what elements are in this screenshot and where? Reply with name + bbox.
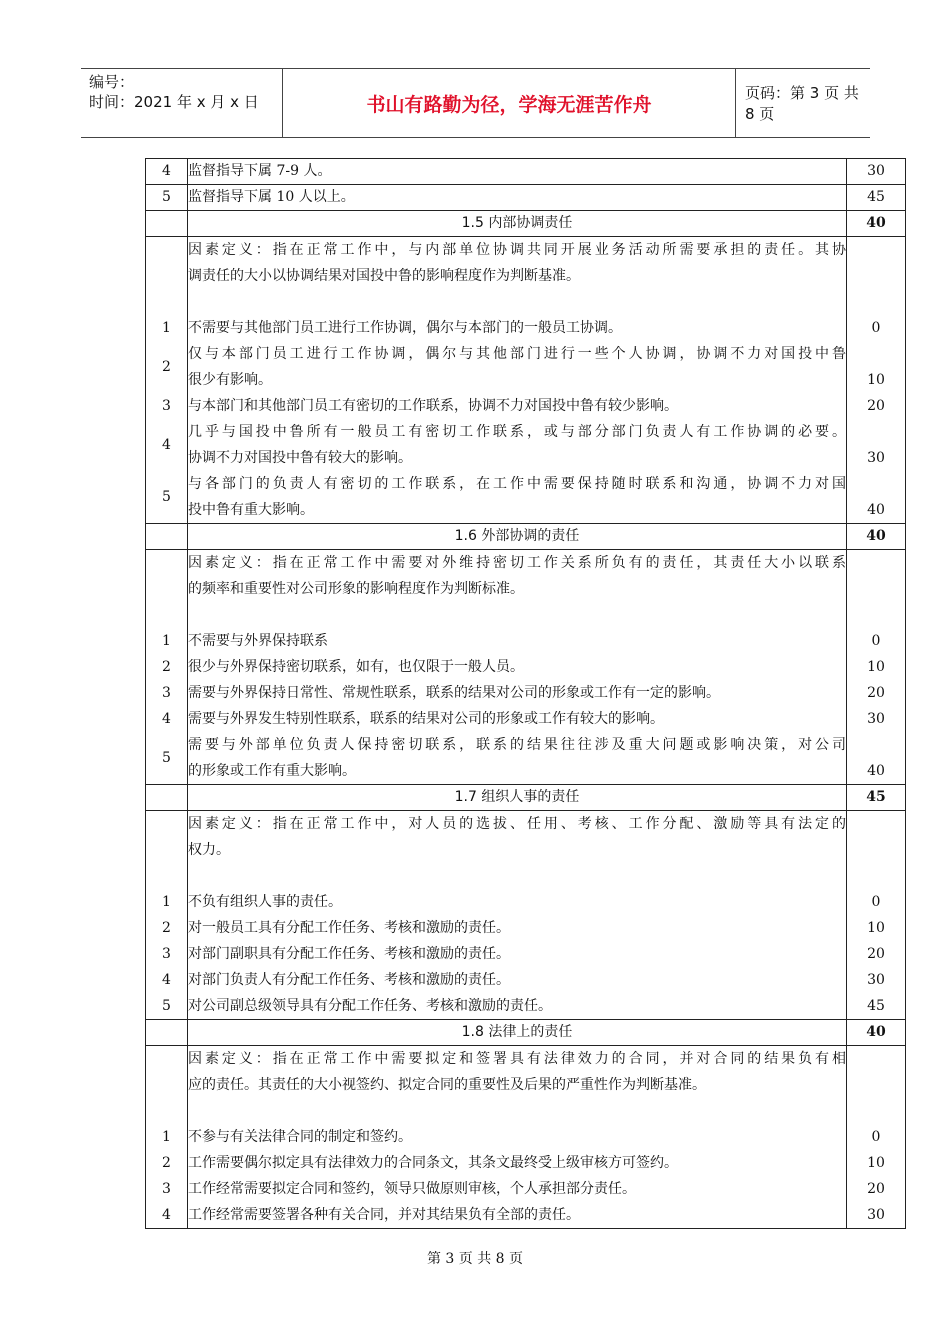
header-page-label: 页码：第 3 页 共 8 页 [745, 84, 859, 123]
level-description: 很少有影响。 [188, 372, 272, 388]
spacer [847, 550, 905, 576]
level-score: 45 [867, 998, 885, 1014]
level-number: 2 [162, 359, 171, 375]
level-number: 5 [162, 489, 171, 505]
level-score: 10 [867, 1155, 885, 1171]
code-label: 编号： [89, 73, 135, 91]
level-number: 5 [146, 185, 188, 211]
level-score: 10 [867, 372, 885, 388]
level-description: 监督指导下属 7-9 人。 [188, 159, 847, 185]
level-number-column [146, 1046, 188, 1229]
level-number: 2 [162, 920, 171, 936]
spacer [146, 602, 187, 628]
table-row [146, 159, 906, 185]
level-description: 不负有组织人事的责任。 [188, 894, 342, 910]
date-label: 时间：2021 年 x 月 x 日 [89, 93, 259, 111]
spacer [847, 1072, 905, 1098]
level-number: 4 [162, 437, 171, 453]
level-description: 对部门副职具有分配工作任务、考核和激励的责任。 [188, 946, 510, 962]
level-number: 2 [162, 1155, 171, 1171]
level-score: 10 [867, 659, 885, 675]
section-empty-cell [146, 785, 188, 811]
level-score: 20 [867, 685, 885, 701]
section-max-score: 40 [847, 524, 906, 550]
section-header-row [146, 1020, 906, 1046]
spacer [847, 289, 905, 315]
section-title: 1.7 组织人事的责任 [188, 785, 847, 811]
level-number: 4 [162, 1207, 171, 1223]
spacer [188, 863, 846, 889]
spacer [847, 863, 905, 889]
spacer [847, 732, 905, 758]
spacer [146, 1046, 187, 1072]
level-description: 对一般员工具有分配工作任务、考核和激励的责任。 [188, 920, 510, 936]
level-number: 3 [162, 398, 171, 414]
level-text-column [188, 811, 847, 1020]
section-header-row [146, 524, 906, 550]
level-number: 1 [162, 894, 171, 910]
header-motto: 书山有路勤为径，学海无涯苦作舟 [282, 69, 736, 137]
factor-definition-line: 的频率和重要性对公司形象的影响程度作为判断标准。 [188, 581, 524, 597]
level-score: 0 [871, 894, 881, 910]
level-description: 投中鲁有重大影响。 [188, 502, 314, 518]
level-score: 30 [847, 159, 906, 185]
level-text-column [188, 237, 847, 524]
level-score: 20 [867, 398, 885, 414]
level-description: 需要与外界保持日常性、常规性联系，联系的结果对公司的形象或工作有一定的影响。 [188, 685, 720, 701]
section-title: 1.5 内部协调责任 [188, 211, 847, 237]
level-score: 30 [867, 1207, 885, 1223]
level-number: 1 [162, 320, 171, 336]
level-score-column [847, 811, 906, 1020]
level-number: 5 [162, 750, 171, 766]
level-description: 不需要与其他部门员工进行工作协调，偶尔与本部门的一般员工协调。 [188, 320, 622, 336]
section-body-row [146, 237, 906, 524]
spacer [146, 237, 187, 263]
level-description: 很少与外界保持密切联系，如有，也仅限于一般人员。 [188, 659, 524, 675]
responsibility-table [145, 158, 906, 1229]
factor-definition-line: 权力。 [188, 842, 230, 858]
level-description: 仅与本部门员工进行工作协调，偶尔与其他部门进行一些个人协调，协调不力对国投中鲁 [188, 346, 846, 362]
section-empty-cell [146, 211, 188, 237]
level-description: 不参与有关法律合同的制定和签约。 [188, 1129, 412, 1145]
level-score: 0 [871, 633, 881, 649]
section-max-score: 40 [847, 1020, 906, 1046]
spacer [847, 602, 905, 628]
spacer [146, 863, 187, 889]
level-score: 30 [867, 972, 885, 988]
section-title: 1.8 法律上的责任 [188, 1020, 847, 1046]
level-number: 3 [162, 946, 171, 962]
level-score: 20 [867, 946, 885, 962]
level-description: 工作经常需要拟定合同和签约，领导只做原则审核，个人承担部分责任。 [188, 1181, 636, 1197]
section-body-row [146, 550, 906, 785]
table-body [146, 159, 906, 1229]
level-score-column [847, 550, 906, 785]
level-score-column [847, 1046, 906, 1229]
level-number: 2 [162, 659, 171, 675]
level-score: 40 [867, 763, 885, 779]
spacer [188, 602, 846, 628]
spacer [146, 811, 187, 837]
spacer [847, 837, 905, 863]
spacer [847, 341, 905, 367]
level-score: 0 [871, 320, 881, 336]
spacer [847, 419, 905, 445]
spacer [146, 550, 187, 576]
level-score: 10 [867, 920, 885, 936]
level-score: 40 [867, 502, 885, 518]
factor-definition-line: 因素定义：指在正常工作中需要对外维持密切工作关系所负有的责任，其责任大小以联系 [188, 555, 846, 571]
level-score: 20 [867, 1181, 885, 1197]
section-max-score: 40 [847, 211, 906, 237]
section-empty-cell [146, 524, 188, 550]
level-description: 协调不力对国投中鲁有较大的影响。 [188, 450, 412, 466]
section-max-score: 45 [847, 785, 906, 811]
level-description: 需要与外界发生特别性联系，联系的结果对公司的形象或工作有较大的影响。 [188, 711, 664, 727]
factor-definition-line: 应的责任。其责任的大小视签约、拟定合同的重要性及后果的严重性作为判断基准。 [188, 1077, 706, 1093]
level-description: 工作需要偶尔拟定具有法律效力的合同条文，其条文最终受上级审核方可签约。 [188, 1155, 678, 1171]
level-number-column [146, 550, 188, 785]
level-score-column [847, 237, 906, 524]
spacer [188, 289, 846, 315]
level-number: 1 [162, 1129, 171, 1145]
page-header [81, 68, 870, 138]
level-number-column [146, 811, 188, 1020]
spacer [847, 1046, 905, 1072]
spacer [146, 289, 187, 315]
level-number: 1 [162, 633, 171, 649]
level-score: 0 [871, 1129, 881, 1145]
level-description: 工作经常需要签署各种有关合同，并对其结果负有全部的责任。 [188, 1207, 580, 1223]
section-body-row [146, 811, 906, 1020]
level-score: 30 [867, 711, 885, 727]
level-description: 对部门负责人有分配工作任务、考核和激励的责任。 [188, 972, 510, 988]
level-number-column [146, 237, 188, 524]
level-description: 与本部门和其他部门员工有密切的工作联系，协调不力对国投中鲁有较少影响。 [188, 398, 678, 414]
level-description: 需要与外部单位负责人保持密切联系，联系的结果往往涉及重大问题或影响决策，对公司 [188, 737, 846, 753]
spacer [847, 237, 905, 263]
level-number: 4 [162, 972, 171, 988]
factor-definition-line: 调责任的大小以协调结果对国投中鲁的影响程度作为判断基准。 [188, 268, 580, 284]
header-meta [81, 69, 282, 137]
spacer [847, 576, 905, 602]
level-description: 与各部门的负责人有密切的工作联系，在工作中需要保持随时联系和沟通，协调不力对国 [188, 476, 846, 492]
section-header-row [146, 785, 906, 811]
section-title: 1.6 外部协调的责任 [188, 524, 847, 550]
level-number: 3 [162, 685, 171, 701]
spacer [847, 811, 905, 837]
spacer [847, 471, 905, 497]
section-header-row [146, 211, 906, 237]
page-footer: 第 3 页 共 8 页 [426, 1251, 524, 1267]
factor-definition-line: 因素定义：指在正常工作中，对人员的选拔、任用、考核、工作分配、激励等具有法定的 [188, 816, 846, 832]
table-row [146, 185, 906, 211]
spacer [847, 263, 905, 289]
level-score: 30 [867, 450, 885, 466]
level-text-column [188, 1046, 847, 1229]
level-score: 45 [847, 185, 906, 211]
spacer [188, 1098, 846, 1124]
level-description: 的形象或工作有重大影响。 [188, 763, 356, 779]
spacer [146, 576, 187, 602]
level-number: 3 [162, 1181, 171, 1197]
level-number: 4 [162, 711, 171, 727]
factor-definition-line: 因素定义：指在正常工作中需要拟定和签署具有法律效力的合同，并对合同的结果负有相 [188, 1051, 846, 1067]
spacer [146, 1098, 187, 1124]
level-description: 监督指导下属 10 人以上。 [188, 185, 847, 211]
section-empty-cell [146, 1020, 188, 1046]
spacer [146, 837, 187, 863]
spacer [847, 1098, 905, 1124]
level-description: 对公司副总级领导具有分配工作任务、考核和激励的责任。 [188, 998, 552, 1014]
level-text-column [188, 550, 847, 785]
level-description: 不需要与外界保持联系 [188, 633, 328, 649]
spacer [146, 263, 187, 289]
factor-definition-line: 因素定义：指在正常工作中，与内部单位协调共同开展业务活动所需要承担的责任。其协 [188, 242, 846, 258]
section-body-row [146, 1046, 906, 1229]
spacer [146, 1072, 187, 1098]
level-number: 5 [162, 998, 171, 1014]
level-number: 4 [146, 159, 188, 185]
level-description: 几乎与国投中鲁所有一般员工有密切工作联系，或与部分部门负责人有工作协调的必要。 [188, 424, 846, 440]
